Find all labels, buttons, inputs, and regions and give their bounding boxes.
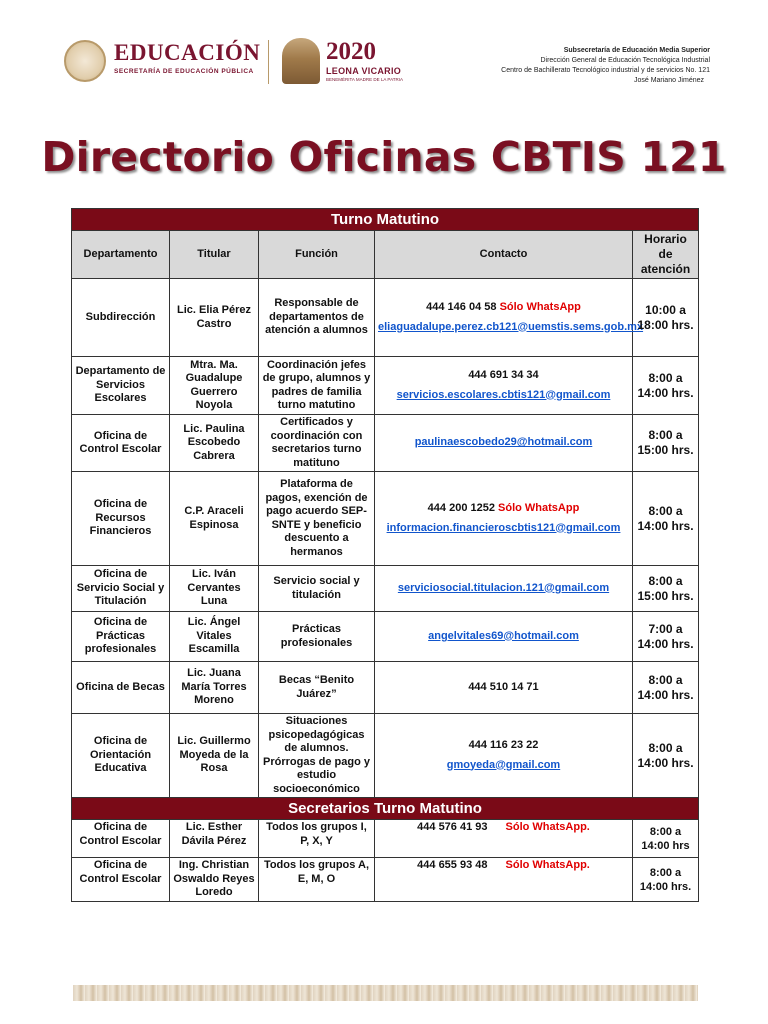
column-header: Función xyxy=(259,231,375,279)
column-header: Departamento xyxy=(72,231,170,279)
column-header: Contacto xyxy=(375,231,633,279)
titular-cell: Lic. Guillermo Moyeda de la Rosa xyxy=(170,714,259,798)
contact-cell xyxy=(375,662,633,714)
institution-line: José Mariano Jiménez xyxy=(633,77,704,84)
schedule-cell: 10:00 a 18:00 hrs. xyxy=(633,279,699,357)
table-row xyxy=(72,714,699,798)
email-link[interactable]: gmoyeda@gmail.com xyxy=(446,758,561,771)
titular-cell: Lic. Paulina Escobedo Cabrera xyxy=(170,415,259,472)
function-cell: Todos los grupos A, E, M, O xyxy=(259,858,375,902)
function-cell: Certificados y coordinación con secretarios turno matituno xyxy=(259,415,375,472)
table-row xyxy=(72,472,699,566)
function-cell: Responsable de departamentos de atención a alumnos xyxy=(259,279,375,357)
directory-table xyxy=(71,208,699,902)
titular-cell: Mtra. Ma. Guadalupe Guerrero Noyola xyxy=(170,357,259,415)
footer-ornament xyxy=(73,985,698,1001)
department-cell: Oficina de Recursos Financieros xyxy=(72,472,170,566)
department-cell: Oficina de Becas xyxy=(72,662,170,714)
whatsapp-note: Sólo WhatsApp. xyxy=(505,859,590,871)
email-link[interactable]: angelvitales69@hotmail.com xyxy=(428,629,579,642)
contact-cell xyxy=(375,858,633,902)
institution-line: Dirección General de Educación Tecnológica Industrial xyxy=(540,57,710,64)
department-cell: Oficina de Orientación Educativa xyxy=(72,714,170,798)
whatsapp-note: Sólo WhatsApp. xyxy=(505,821,590,833)
function-cell: Becas “Benito Juárez” xyxy=(259,662,375,714)
contact-cell xyxy=(375,612,633,662)
titular-cell: C.P. Araceli Espinosa xyxy=(170,472,259,566)
table-row xyxy=(72,566,699,612)
whatsapp-note: Sólo WhatsApp xyxy=(499,301,581,313)
table-row xyxy=(72,612,699,662)
phone-number: 444 116 23 22 xyxy=(468,739,539,751)
department-cell: Oficina de Control Escolar xyxy=(72,858,170,902)
educacion-wordmark: EDUCACIÓN xyxy=(114,40,261,65)
phone-number: 444 576 41 93 xyxy=(417,821,488,833)
schedule-cell: 8:00 a 14:00 hrs. xyxy=(633,472,699,566)
section-band-secretarios: Secretarios Turno Matutino xyxy=(72,798,699,820)
table-row xyxy=(72,858,699,902)
leona-vicario-subtitle: BENEMÉRITA MADRE DE LA PATRIA xyxy=(326,77,404,82)
schedule-cell: 8:00 a 15:00 hrs. xyxy=(633,415,699,472)
department-cell: Oficina de Servicio Social y Titulación xyxy=(72,566,170,612)
table-row xyxy=(72,820,699,858)
email-link[interactable]: serviciosocial.titulacion.121@gmail.com xyxy=(397,581,610,594)
contact-cell xyxy=(375,820,633,858)
year-2020: 2020 xyxy=(326,38,376,65)
titular-cell: Lic. Juana María Torres Moreno xyxy=(170,662,259,714)
phone-number: 444 510 14 71 xyxy=(468,680,539,693)
contact-cell xyxy=(375,566,633,612)
seal-icon xyxy=(64,40,106,82)
titular-cell: Lic. Ángel Vitales Escamilla xyxy=(170,612,259,662)
email-link[interactable]: informacion.financieroscbtis121@gmail.com xyxy=(386,521,621,534)
educacion-logo xyxy=(60,36,260,88)
whatsapp-note: Sólo WhatsApp xyxy=(498,502,580,514)
titular-cell: Lic. Elia Pérez Castro xyxy=(170,279,259,357)
contact-cell xyxy=(375,357,633,415)
header-row xyxy=(72,231,699,279)
phone-number: 444 146 04 58 xyxy=(426,301,497,313)
schedule-cell: 8:00 a 15:00 hrs. xyxy=(633,566,699,612)
function-cell: Coordinación jefes de grupo, alumnos y padres de familia turno matutino xyxy=(259,357,375,415)
function-cell: Situaciones psicopedagógicas de alumnos. Prórrogas de pago y estudio socioeconómico xyxy=(259,714,375,798)
column-header: Titular xyxy=(170,231,259,279)
phone-number: 444 691 34 34 xyxy=(468,369,539,381)
function-cell: Prácticas profesionales xyxy=(259,612,375,662)
schedule-cell: 8:00 a 14:00 hrs. xyxy=(633,858,699,902)
email-link[interactable]: paulinaescobedo29@hotmail.com xyxy=(414,436,593,449)
institution-line: Subsecretaría de Educación Media Superior xyxy=(563,47,710,54)
email-link[interactable]: eliaguadalupe.perez.cb121@uemstis.sems.gob.mx xyxy=(378,320,644,333)
department-cell: Departamento de Servicios Escolares xyxy=(72,357,170,415)
page-title: Directorio Oficinas CBTIS 121 xyxy=(41,133,727,181)
function-cell: Servicio social y titulación xyxy=(259,566,375,612)
page-header xyxy=(60,36,710,92)
column-header: Horario de atención xyxy=(633,231,699,279)
phone-number: 444 655 93 48 xyxy=(417,859,488,871)
contact-cell xyxy=(375,415,633,472)
contact-cell xyxy=(375,472,633,566)
table-row xyxy=(72,357,699,415)
email-link[interactable]: servicios.escolares.cbtis121@gmail.com xyxy=(396,388,611,401)
schedule-cell: 8:00 a 14:00 hrs. xyxy=(633,357,699,415)
leona-vicario-portrait-icon xyxy=(282,38,320,84)
institution-line: Centro de Bachillerato Tecnológico industrial y de servicios No. 121 xyxy=(501,67,710,74)
contact-cell xyxy=(375,279,644,357)
logo-divider xyxy=(268,40,269,84)
section-band-turno-matutino: Turno Matutino xyxy=(72,209,699,231)
department-cell: Oficina de Control Escolar xyxy=(72,820,170,858)
institution-lines xyxy=(501,46,710,86)
schedule-cell: 8:00 a 14:00 hrs. xyxy=(633,662,699,714)
department-cell: Subdirección xyxy=(72,279,170,357)
leona-vicario-name: LEONA VICARIO xyxy=(326,66,402,76)
schedule-cell: 7:00 a 14:00 hrs. xyxy=(633,612,699,662)
titular-cell: Lic. Esther Dávila Pérez xyxy=(170,820,259,858)
sep-subtitle: SECRETARÍA DE EDUCACIÓN PÚBLICA xyxy=(114,68,254,75)
schedule-cell: 8:00 a 14:00 hrs xyxy=(633,820,699,858)
department-cell: Oficina de Control Escolar xyxy=(72,415,170,472)
phone-number: 444 200 1252 xyxy=(427,502,495,514)
contact-cell xyxy=(375,714,633,798)
function-cell: Todos los grupos I, P, X, Y xyxy=(259,820,375,858)
function-cell: Plataforma de pagos, exención de pago acuerdo SEP-SNTE y beneficio descuento a hermanos xyxy=(259,472,375,566)
titular-cell: Lic. Iván Cervantes Luna xyxy=(170,566,259,612)
department-cell: Oficina de Prácticas profesionales xyxy=(72,612,170,662)
schedule-cell: 8:00 a 14:00 hrs. xyxy=(633,714,699,798)
table-row xyxy=(72,279,699,357)
table-row xyxy=(72,662,699,714)
titular-cell: Ing. Christian Oswaldo Reyes Loredo xyxy=(170,858,259,902)
table-row xyxy=(72,415,699,472)
